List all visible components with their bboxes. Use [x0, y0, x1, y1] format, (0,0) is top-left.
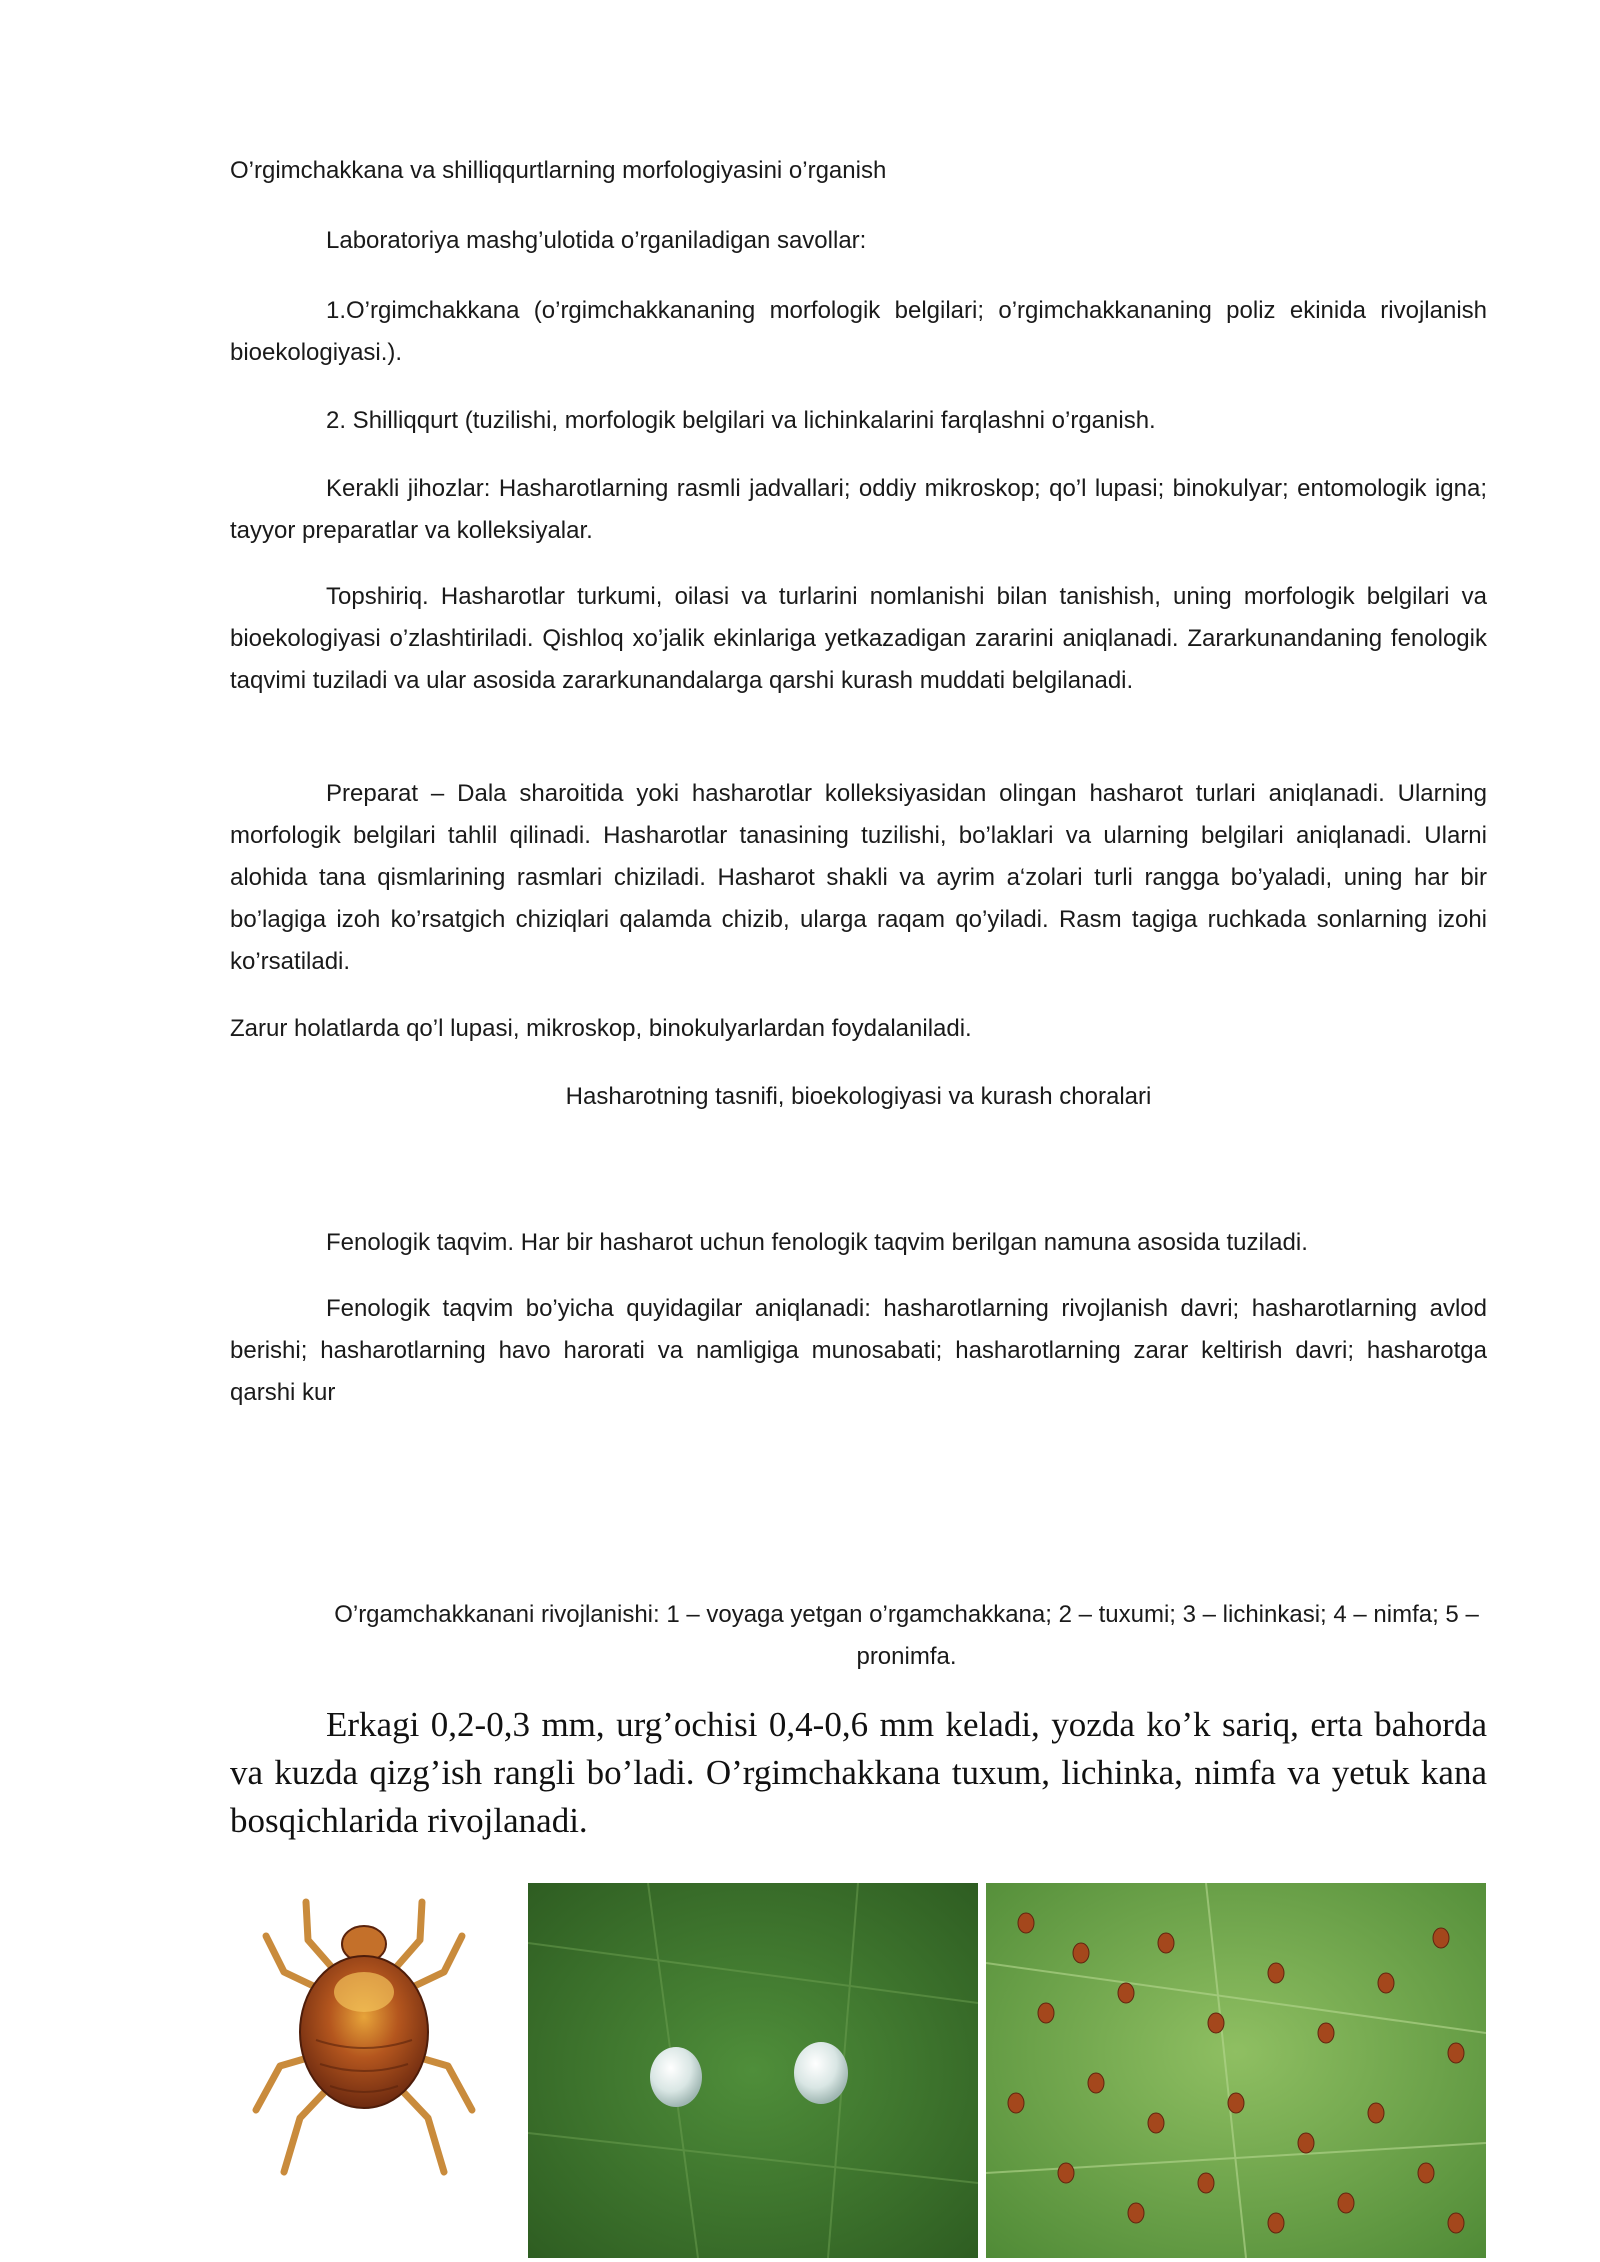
questions-heading: Laboratoriya mashg’ulotida o’rganiladigan savollar: — [326, 227, 867, 254]
equipment-paragraph: Kerakli jihozlar: Hasharotlarning rasmli jadvallari; oddiy mikroskop; qo’l lupasi; binokulyar; entomologik igna; tayyor preparatlar va kolleksiyalar. — [230, 475, 1487, 544]
question-1: 1.O’rgimchakkana (o’rgimchakkananing morfologik belgilari; o’rgimchakkananing poliz ekinida rivojlanish bioekologiyasi.). — [230, 297, 1487, 366]
question-2: 2. Shilliqqurt (tuzilishi, morfologik belgilari va lichinkalarini farqlashni o’rganish. — [326, 407, 1156, 434]
classification-heading: Hasharotning tasnifi, bioekologiyasi va kurash choralari — [565, 1083, 1152, 1110]
task-paragraph: Topshiriq. Hasharotlar turkumi, oilasi va turlarini nomlanishi bilan tanishish, uning morfologik belgilari va bioekologiyasi o’zlashtiriladi. Qishloq xo’jalik ekinlariga yetkazadigan zararini aniqlanadi. Zararkunandaning fenologik taqvimi tuziladi va ular asosida zararkunandalarga qarshi kurash muddati belgilanadi. — [230, 583, 1487, 694]
phenology-paragraph: Fenologik taqvim. Har bir hasharot uchun fenologik taqvim berilgan namuna asosida tuziladi. — [326, 1229, 1308, 1256]
tools-note: Zarur holatlarda qo’l lupasi, mikroskop, binokulyarlardan foydalaniladi. — [230, 1015, 972, 1042]
mite-description: Erkagi 0,2-0,3 mm, urg’ochisi 0,4-0,6 mm keladi, yozda ko’k sariq, erta bahorda va kuzda qizg’ish rangli bo’ladi. O’rgimchakkana tuxum, lichinka, nimfa va yetuk kana bosqichlarida rivojlanadi. — [230, 1705, 1487, 1840]
phenology-details: Fenologik taqvim bo’yicha quyidagilar aniqlanadi: hasharotlarning rivojlanish davri; hasharotlarning avlod berishi; hasharotlarning havo harorati va namligiga munosabati; hasharotlarning zarar keltirish davri; hasharotga qarshi kur — [230, 1295, 1487, 1406]
figure-caption: O’rgamchakkanani rivojlanishi: 1 – voyaga yetgan o’rgamchakkana; 2 – tuxumi; 3 – lichinkasi; 4 – nimfa; 5 – pronimfa. — [334, 1601, 1479, 1670]
mite-eggs-photo — [528, 1883, 978, 2258]
document-title: O’rgimchakkana va shilliqqurtlarning morfologiyasini o’rganish — [230, 157, 887, 184]
preparation-paragraph: Preparat – Dala sharoitida yoki hasharotlar kolleksiyasidan olingan hasharot turlari aniqlanadi. Ularning morfologik belgilari tahlil qilinadi. Hasharotlar tanasining tuzilishi, bo’laklari va ularning belgilari aniqlanadi. Ularni alohida tana qismlarining rasmlari chiziladi. Hasharot shakli va ayrim a‘zolari turli rangga bo’yaladi, uning har bir bo’lagiga izoh ko’rsatgich chiziqlari qalamda chizib, ularga raqam qo’yiladi. Rasm tagiga ruchkada sonlarning izohi ko’rsatiladi. — [230, 780, 1487, 975]
adult-mite-illustration — [228, 1880, 500, 2190]
mite-colony-photo — [986, 1883, 1486, 2258]
